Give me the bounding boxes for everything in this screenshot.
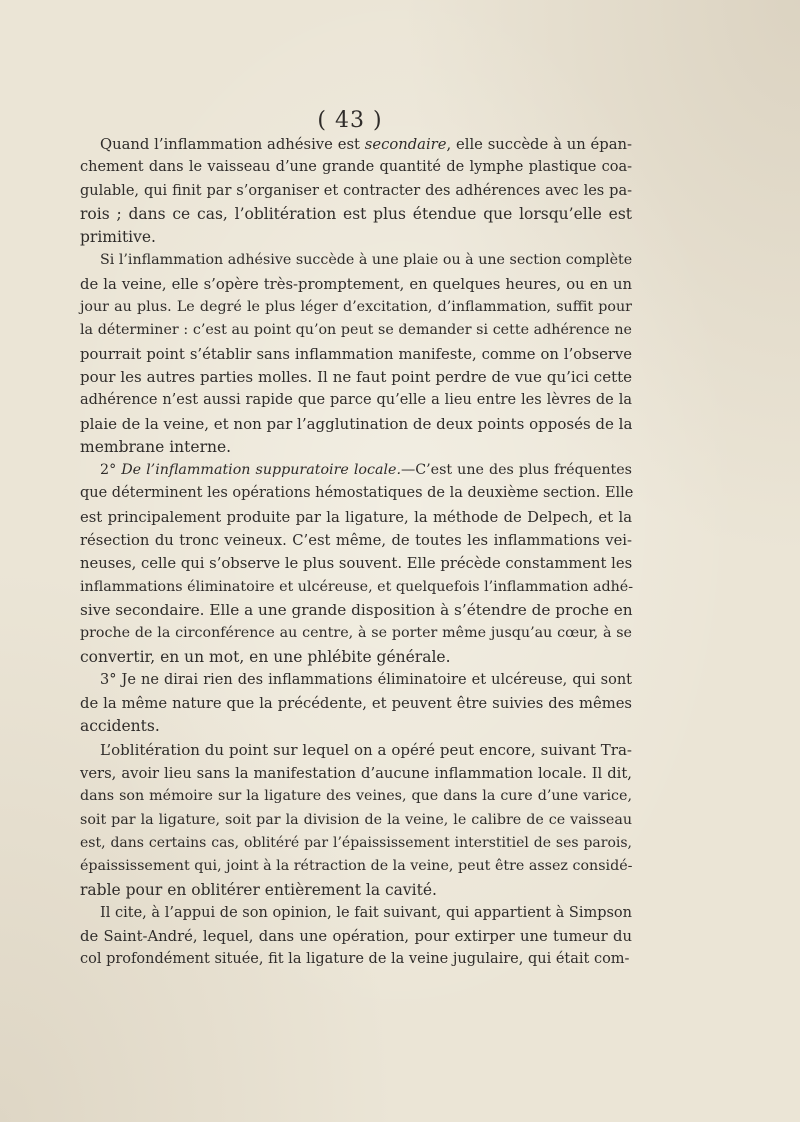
paragraph: [80, 902, 632, 972]
text-run: membrane interne.: [80, 437, 232, 456]
text-line: [80, 273, 632, 296]
text-line: [80, 948, 632, 971]
text-line: [80, 506, 632, 529]
text-line: [80, 785, 632, 808]
text-line: [80, 203, 632, 226]
text-run: la déterminer : c’est au point qu’on peut se demander si cette adhérence ne: [80, 322, 632, 339]
text-line: [80, 296, 632, 319]
italic-text: De l’inflammation suppuratoire locale.: [121, 462, 401, 479]
text-line: [80, 715, 632, 738]
text-run: accidents.: [80, 717, 160, 736]
text-line: [80, 249, 632, 272]
text-run: est, dans certains cas, oblitéré par l’épaississement interstitiel de ses parois,: [80, 834, 632, 851]
text-run: de Saint-André, lequel, dans une opération, pour extirper une tumeur du: [80, 928, 632, 946]
text-run: Si l’inflammation adhésive succède à une plaie ou à une section complète: [100, 252, 633, 269]
paragraph: [80, 133, 632, 249]
text-line: [80, 226, 632, 249]
text-line: [80, 319, 632, 342]
text-run: pourrait point s’établir sans inflammation manifeste, comme on l’observe: [80, 345, 632, 363]
text-run: gulable, qui finit par s’organiser et contracter des adhérences avec les pa-: [80, 182, 632, 199]
text-run: soit par la ligature, soit par la division de la veine, le calibre de ce vaisseau: [80, 811, 632, 828]
paragraph: [80, 669, 632, 739]
text-run: Quand l’inflammation adhésive est: [100, 136, 365, 153]
text-line: [80, 599, 632, 622]
text-line: [80, 879, 632, 902]
paragraph: [80, 249, 632, 459]
text-line: [80, 180, 632, 203]
text-line: [80, 739, 632, 762]
text-run: est principalement produite par la ligature, la méthode de Delpech, et la: [80, 508, 632, 526]
text-line: [80, 389, 632, 412]
text-run: 2°: [100, 462, 122, 479]
text-run: rable pour en oblitérer entièrement la cavité.: [80, 880, 437, 899]
text-run: pour les autres parties molles. Il ne faut point perdre de vue qu’ici cette: [80, 367, 632, 386]
text-line: [80, 855, 632, 878]
text-line: [80, 133, 632, 156]
text-line: [80, 156, 632, 179]
text-line: [80, 669, 632, 692]
text-run: neuses, celle qui s’observe le plus souvent. Elle précède constamment les: [80, 555, 633, 573]
text-run: de la veine, elle s’opère très-promptement, en quelques heures, ou en un: [80, 275, 632, 293]
text-line: [80, 366, 632, 389]
text-run: primitive.: [80, 228, 156, 247]
text-run: inflammations éliminatoire et ulcéreuse, et quelquefois l’inflammation adhé-: [80, 578, 634, 595]
text-run: proche de la circonférence au centre, à se porter même jusqu’au cœur, à se: [80, 625, 632, 642]
text-run: résection du tronc veineux. C’est même, de toutes les inflammations vei-: [80, 532, 632, 550]
italic-text: secondaire: [364, 136, 447, 153]
paragraph: [80, 459, 632, 669]
text-line: [80, 459, 632, 482]
text-line: [80, 576, 632, 599]
text-line: [80, 413, 632, 436]
text-line: [80, 552, 632, 575]
text-line: [80, 809, 632, 832]
text-line: [80, 622, 632, 645]
text-run: jour au plus. Le degré le plus léger d’excitation, d’inflammation, suffit pour: [80, 299, 632, 316]
text-line: [80, 482, 632, 505]
text-run: dans son mémoire sur la ligature des veines, que dans la cure d’une varice,: [80, 788, 632, 805]
text-line: [80, 832, 632, 855]
text-run: col profondément située, fit la ligature de la veine jugulaire, qui était com-: [80, 951, 630, 968]
text-run: que déterminent les opérations hémostatiques de la deuxième section. Elle: [80, 485, 634, 502]
text-line: [80, 762, 632, 785]
text-run: plaie de la veine, et non par l’agglutination de deux points opposés de la: [80, 414, 633, 433]
text-run: 3° Je ne dirai rien des inflammations éliminatoire et ulcéreuse, qui sont: [100, 671, 632, 688]
text-run: sive secondaire. Elle a une grande disposition à s’étendre de proche en: [80, 600, 633, 619]
text-run: vers, avoir lieu sans la manifestation d’aucune inflammation locale. Il dit,: [80, 765, 632, 783]
text-line: [80, 902, 632, 925]
text-run: Il cite, à l’appui de son opinion, le fait suivant, qui appartient à Simpson: [100, 904, 632, 921]
text-run: —C’est une des plus fréquentes: [401, 462, 632, 479]
text-run: convertir, en un mot, en une phlébite générale.: [80, 647, 451, 666]
text-run: chement dans le vaisseau d’une grande quantité de lymphe plastique coa-: [80, 159, 632, 176]
text-line: [80, 925, 632, 948]
text-line: [80, 692, 632, 715]
text-run: adhérence n’est aussi rapide que parce qu’elle a lieu entre les lèvres de la: [80, 392, 632, 409]
text-line: [80, 436, 632, 459]
text-line: [80, 529, 632, 552]
text-run: , elle succède à un épan-: [446, 136, 632, 153]
text-run: de la même nature que la précédente, et peuvent être suivies des mêmes: [80, 695, 632, 713]
text-line: [80, 343, 632, 366]
text-run: épaississement qui, joint à la rétraction de la veine, peut être assez considé-: [80, 858, 633, 875]
text-run: rois ; dans ce cas, l’oblitération est plus étendue que lorsqu’elle est: [80, 204, 632, 223]
paragraph: [80, 739, 632, 902]
body-text: [80, 133, 632, 972]
page-number: ( 43 ): [317, 108, 383, 133]
text-run: L’oblitération du point sur lequel on a opéré peut encore, suivant Tra-: [100, 740, 632, 759]
text-line: [80, 646, 632, 669]
